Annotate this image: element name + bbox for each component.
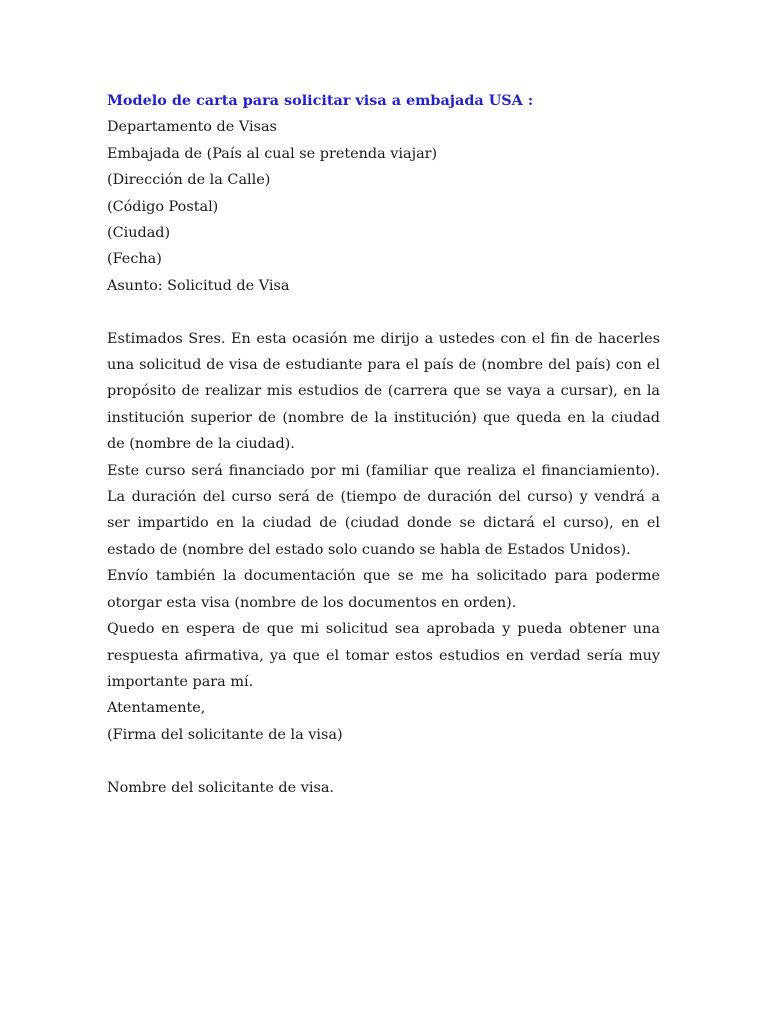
address-line-date: (Fecha) [107, 251, 162, 268]
closing-salutation: Atentamente, [107, 700, 206, 717]
address-line-city: (Ciudad) [107, 225, 171, 242]
spacer [107, 748, 660, 774]
spacer [107, 299, 660, 325]
address-line-embassy: Embajada de (País al cual se pretenda viajar) [107, 145, 438, 162]
body-paragraph-financing: Este curso será financiado por mi (familiar que realiza el financiamiento). La duración del curso será de (tiempo de duración del curso) y vendrá a ser impartido en la ciudad de (ciudad donde se dictará el curso), en el estado de (nombre del estado solo cuando se habla de Estados Unidos). [107, 462, 660, 558]
body-paragraph-intro: Estimados Sres. En esta ocasión me dirijo a ustedes con el fin de hacerles una solicitud de visa de estudiante para el país de (nombre del país) con el propósito de realizar mis estudios de (carrera que se vaya a cursar), en la institución superior de (nombre de la institución) que queda en la ciudad de (nombre de la ciudad). [107, 330, 660, 453]
subject-line: Asunto: Solicitud de Visa [107, 277, 290, 294]
body-paragraph-closing-request: Quedo en espera de que mi solicitud sea aprobada y pueda obtener una respuesta afirmativa, ya que el tomar estos estudios en verdad sería muy importante para mí. [107, 621, 660, 690]
address-line-street: (Dirección de la Calle) [107, 172, 271, 189]
document-title: Modelo de carta para solicitar visa a embajada USA : [107, 92, 534, 109]
address-line-postal-code: (Código Postal) [107, 198, 219, 215]
body-paragraph-documents: Envío también la documentación que se me ha solicitado para poderme otorgar esta visa (nombre de los documentos en orden). [107, 568, 660, 611]
applicant-name-line: Nombre del solicitante de visa. [107, 779, 334, 796]
letter-document [107, 88, 660, 801]
signature-placeholder: (Firma del solicitante de la visa) [107, 726, 343, 743]
address-block [107, 114, 660, 299]
address-line-department: Departamento de Visas [107, 119, 277, 136]
